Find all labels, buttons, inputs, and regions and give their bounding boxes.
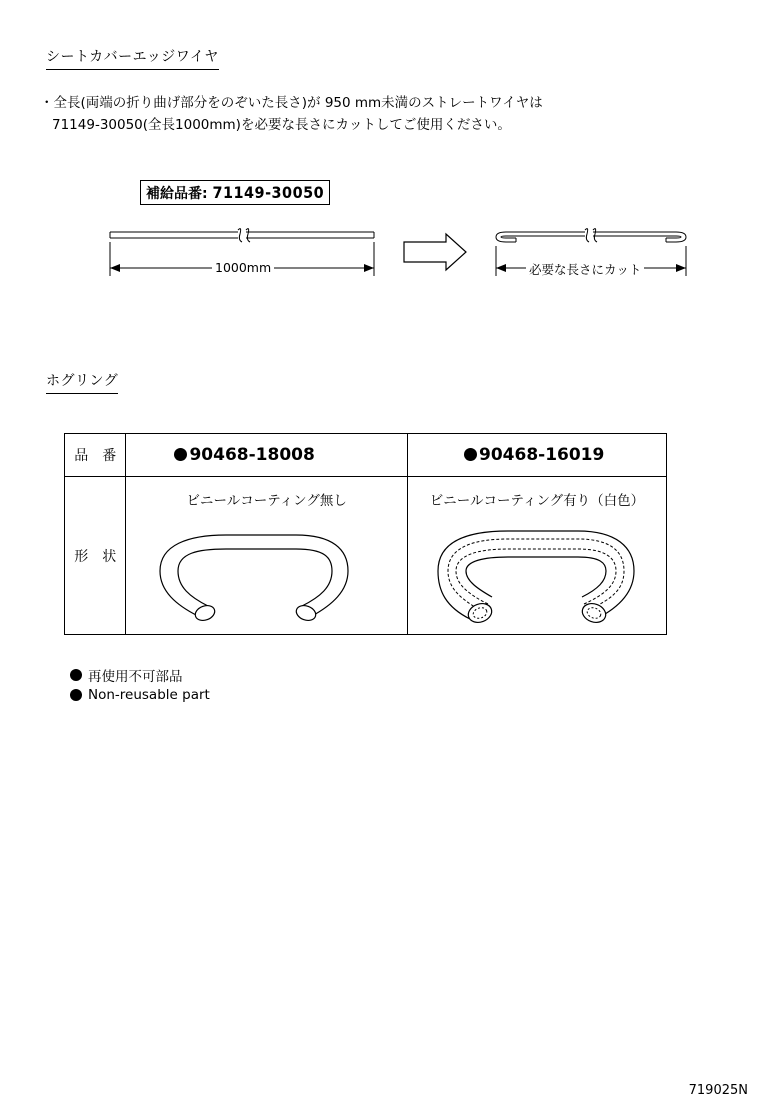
part-number: 90468-18008 xyxy=(174,445,314,465)
non-reusable-dot-icon xyxy=(70,689,82,701)
hog-ring-coated-illustration xyxy=(408,509,666,629)
legend-item xyxy=(70,665,210,685)
supply-label: 補給品番: xyxy=(146,186,208,202)
non-reusable-dot-icon xyxy=(174,448,187,461)
wire-diagram xyxy=(0,0,760,300)
legend-item xyxy=(70,685,210,705)
legend-text: 再使用不可部品 xyxy=(88,669,183,685)
shape-cell-uncoated xyxy=(126,477,408,635)
part-number-cell xyxy=(126,434,408,477)
non-reusable-dot-icon xyxy=(70,669,82,681)
legend-text: Non-reusable part xyxy=(88,687,210,703)
part-number: 90468-16019 xyxy=(464,445,604,465)
legend xyxy=(70,665,210,705)
right-arrow-icon xyxy=(404,234,466,270)
cut-label: 必要な長さにカット xyxy=(526,260,644,278)
hog-ring-uncoated-illustration xyxy=(126,509,380,629)
straight-wire-illustration xyxy=(110,229,374,242)
note-line-1: ・全長(両端の折り曲げ部分をのぞいた長さ)が 950 mm未満のストレートワイヤは xyxy=(40,95,543,111)
shape-cell-coated xyxy=(408,477,667,635)
section-heading-edge-wire: シートカバーエッジワイヤ xyxy=(46,46,219,70)
row-label-part-number: 品 番 xyxy=(65,434,126,477)
table-row-part-number xyxy=(65,434,667,477)
table-row-shape xyxy=(65,477,667,635)
bent-wire-illustration xyxy=(496,229,686,242)
shape-caption: ビニールコーティング有り（白色） xyxy=(429,493,645,509)
shape-caption: ビニールコーティング無し xyxy=(186,493,347,509)
note-line-2: 71149-30050(全長1000mm)を必要な長さにカットしてご使用ください。 xyxy=(52,117,511,133)
length-label: 1000mm xyxy=(212,260,274,275)
supply-part-number: 71149-30050 xyxy=(212,183,325,202)
hog-ring-parts-table xyxy=(64,433,667,635)
non-reusable-dot-icon xyxy=(464,448,477,461)
row-label-shape: 形 状 xyxy=(65,477,126,635)
section-heading-hog-ring: ホグリング xyxy=(46,370,118,394)
page-code: 719025N xyxy=(688,1083,748,1098)
part-number-cell xyxy=(408,434,667,477)
